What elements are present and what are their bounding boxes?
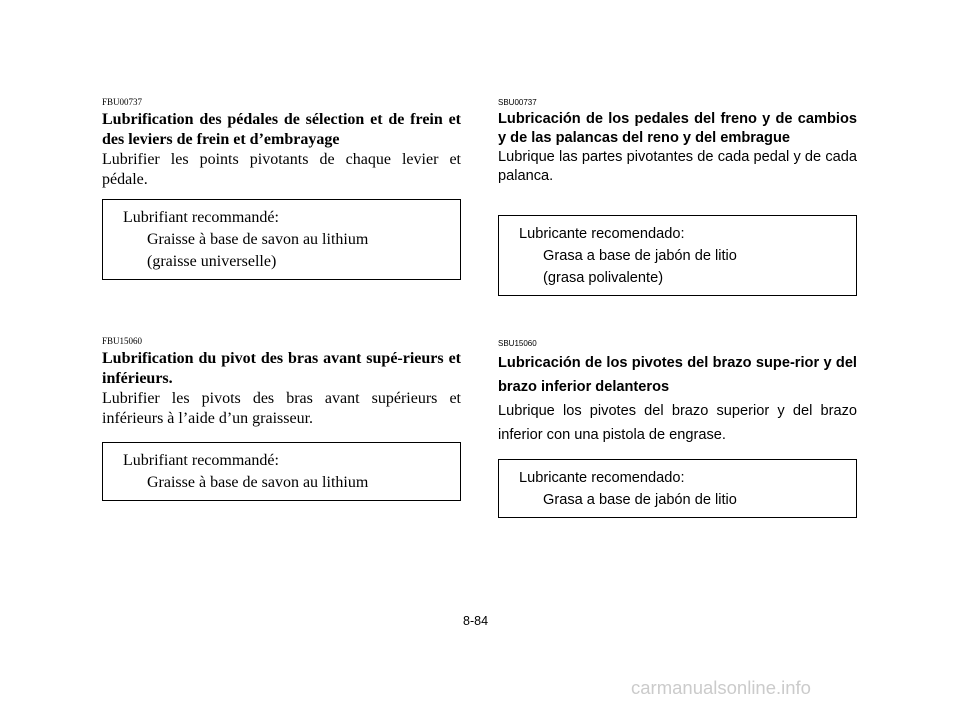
es-section-body: Lubrique los pivotes del brazo superior y del brazo inferior con una pistola de engrase. — [498, 403, 857, 443]
fr-lubricant-type: Graisse à base de savon au lithium — [147, 231, 369, 248]
es-lubricant-note: (grasa polivalente) — [543, 270, 664, 286]
fr-section-arm-pivot-lubrication — [102, 336, 461, 429]
es-section-body: Lubrique las partes pivotantes de cada pedal y de cada palanca. — [498, 149, 857, 184]
es-lubricant-label: Lubricante recomendado: — [519, 226, 685, 242]
es-section-arm-pivot-lubrication — [498, 338, 857, 447]
fr-section-body: Lubrifier les pivots des bras avant supérieurs et inférieurs à l’aide d’un graisseur. — [102, 390, 461, 427]
es-section-code: SBU15060 — [498, 339, 537, 348]
es-section-pedal-lever-lubrication — [498, 97, 857, 186]
fr-lubricant-label: Lubrifiant recommandé: — [123, 209, 279, 226]
es-lubricant-label: Lubricante recomendado: — [519, 470, 685, 486]
es-section-heading: Lubricación de los pedales del freno y de cambios y de las palancas del reno y del embrague — [498, 111, 857, 146]
fr-lubricant-type: Graisse à base de savon au lithium — [147, 474, 369, 491]
fr-lubricant-box — [102, 442, 461, 501]
fr-section-heading: Lubrification du pivot des bras avant supé-rieurs et inférieurs. — [102, 350, 461, 387]
es-lubricant-box — [498, 459, 857, 518]
fr-section-pedal-lever-lubrication — [102, 97, 461, 190]
es-lubricant-box — [498, 215, 857, 296]
es-section-code: SBU00737 — [498, 98, 537, 107]
fr-lubricant-label: Lubrifiant recommandé: — [123, 452, 279, 469]
page-number: 8-84 — [463, 614, 489, 628]
fr-section-code: FBU15060 — [102, 336, 143, 346]
es-lubricant-type: Grasa a base de jabón de litio — [543, 248, 737, 264]
fr-section-body: Lubrifier les points pivotants de chaque levier et pédale. — [102, 151, 461, 188]
fr-lubricant-note: (graisse universelle) — [147, 253, 277, 270]
watermark: carmanualsonline.info — [631, 677, 811, 698]
fr-lubricant-box — [102, 199, 461, 280]
fr-section-code: FBU00737 — [102, 97, 143, 107]
fr-section-heading: Lubrification des pédales de sélection et de frein et des leviers de frein et d’embrayage — [102, 111, 461, 148]
es-section-heading: Lubricación de los pivotes del brazo supe-rior y del brazo inferior delanteros — [498, 355, 857, 395]
es-lubricant-type: Grasa a base de jabón de litio — [543, 492, 737, 508]
